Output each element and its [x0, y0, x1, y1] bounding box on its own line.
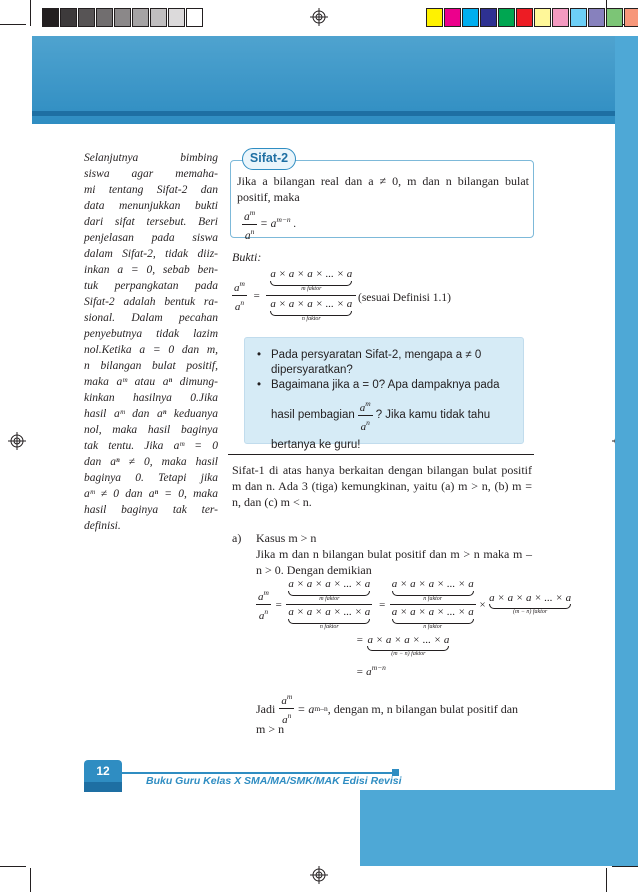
sidebar-line: mi tentang Sifat-2 dan [84, 184, 218, 196]
sidebar-line: penjelasan pada siswa [84, 232, 218, 244]
sidebar-line: penyebutnya tidak lazim [84, 328, 218, 340]
bottom-color-band [360, 790, 638, 866]
registration-mark-icon [310, 8, 328, 26]
sidebar-line: Sifat-2 adalah bentuk ra- [84, 296, 218, 308]
color-swatch [132, 8, 149, 27]
product-terms: a × a × a × ... × a [270, 298, 353, 310]
case-a-step: = a × a × a × ... × a (m − n) faktor [356, 634, 450, 657]
header-banner-stripe [32, 111, 638, 116]
color-swatch [552, 8, 569, 27]
cmyk-color-bar [426, 8, 638, 27]
question-text: ? Jika kamu tidak tahu [375, 409, 491, 421]
crop-mark [0, 866, 26, 867]
color-swatch [96, 8, 113, 27]
case-a-title: Kasus m > n [256, 531, 317, 545]
n-faktor-label: n faktor [319, 624, 339, 630]
sidebar-line: hasil aᵐ dan aⁿ keduanya [84, 408, 218, 420]
registration-mark-icon [310, 866, 328, 884]
m-factor-product [270, 268, 352, 293]
paragraph-sifat-1: Sifat-1 di atas hanya berkaitan dengan bilangan bulat positif m dan n. Ada 3 (tiga) kemungkinan, yaitu (a) m > n, (b) m = n, dan (c) m < n. [232, 463, 532, 509]
formula-denominator: a [244, 230, 251, 242]
case-a-derivation: $\frac{a^m}{a^n}$ = a × a × a × ... × a m faktor a × a × a × ... × a n faktor = a × a × a × ... × a n faktor a × a × a × ... × a n faktor × a × a × a × ... × a (m − n) faktor [258, 578, 572, 630]
sidebar-line: Selanjutnya bimbing [84, 152, 218, 164]
question-item [257, 348, 519, 378]
color-swatch [444, 8, 461, 27]
color-swatch [516, 8, 533, 27]
question-text: bertanya ke guru! [271, 439, 361, 451]
n-faktor-label: n faktor [301, 316, 321, 322]
formula-end: . [293, 218, 297, 231]
sidebar-line: inkan a = 0, sebab ben- [84, 264, 218, 276]
registration-mark-icon [8, 432, 26, 450]
question-text: Bagaimana jika a = 0? Apa dampaknya pada [271, 379, 500, 391]
case-a-conclusion-line2: m > n [256, 722, 285, 736]
sidebar-line: definisi. [84, 520, 121, 532]
sidebar-line: kinkan hasilnya 0.Jika [84, 392, 218, 404]
bullet-icon: • [257, 379, 262, 391]
page-number: 12 [84, 760, 122, 782]
question-text: dipersyaratkan? [271, 364, 353, 376]
sidebar-line: n bilangan bulat positif, [84, 360, 218, 372]
crop-mark [606, 868, 607, 892]
formula-denominator-exp: n [250, 227, 255, 236]
sidebar-line: tak tentu. Jika aᵐ = 0 [84, 440, 218, 452]
question-item: • Bagaimana jika a = 0? Apa dampaknya pada hasil pembagian $\frac{a^m}{a^n}$ ? Jika kamu tidak tahu bertanya ke guru! [257, 378, 519, 453]
sidebar-line: dalam Sifat-2, tidak diiz- [84, 248, 218, 260]
sifat-2-formula [242, 206, 296, 243]
product-terms: a × a × a × ... × a [288, 578, 371, 590]
sidebar-line: maka aᵐ atau aⁿ dimung- [84, 376, 218, 388]
color-swatch [168, 8, 185, 27]
crop-mark [612, 866, 638, 867]
sidebar-line: nol, maka hasil baginya [84, 424, 218, 436]
sidebar-line: aᵐ ≠ 0 dan aⁿ = 0, maka [84, 488, 218, 500]
formula-numerator: a [244, 211, 250, 223]
color-swatch [480, 8, 497, 27]
formula-rhs-exp: m−n [276, 215, 291, 225]
bullet-icon: • [257, 349, 262, 361]
bukti-formula: $\frac{a^m}{a^n}$ = a × a × a × ... × a m faktor a × a × a × ... × a n faktor [232, 268, 356, 323]
color-swatch [186, 8, 203, 27]
n-factor-product [270, 298, 352, 323]
teacher-note-sidebar [84, 150, 218, 534]
color-swatch [462, 8, 479, 27]
page-number-tab [84, 782, 122, 792]
question-box [244, 337, 524, 451]
color-swatch [606, 8, 623, 27]
sidebar-line: dan aⁿ ≠ 0, maka hasil [84, 456, 218, 468]
color-swatch [426, 8, 443, 27]
crop-mark [30, 0, 31, 26]
formula-rhs: = a [260, 218, 277, 231]
color-swatch [78, 8, 95, 27]
definition-reference: (sesuai Definisi 1.1) [358, 292, 451, 304]
color-swatch [42, 8, 59, 27]
sidebar-line: baginya 0. Tetapi jika [84, 472, 218, 484]
color-swatch [60, 8, 77, 27]
case-a-label: a) [232, 531, 242, 545]
m-faktor-label: m faktor [301, 286, 322, 292]
sidebar-line: sional. Dalam pecahan [84, 312, 218, 324]
book-title: Buku Guru Kelas X SMA/MA/SMK/MAK Edisi Revisi [146, 775, 402, 787]
question-text: hasil pembagian [271, 409, 355, 421]
question-text: Pada persyaratan Sifat-2, mengapa a ≠ 0 [271, 349, 482, 361]
formula-numerator-exp: m [249, 208, 256, 217]
sifat-2-statement: Jika a bilangan real dan a ≠ 0, m dan n bilangan bulat positif, maka [237, 174, 529, 204]
sidebar-line: tuk perpangkatan pada [84, 280, 218, 292]
m-minus-n-faktor-label: (m − n) faktor [513, 608, 548, 615]
crop-mark [30, 868, 31, 892]
case-a-conclusion: Jadi $\frac{a^m}{a^n}$ = a m–n , dengan m, n bilangan bulat positif dan [256, 692, 519, 726]
n-faktor-label: n faktor [423, 596, 443, 602]
grayscale-color-bar [42, 8, 204, 27]
product-terms: a × a × a × ... × a [489, 591, 572, 604]
color-swatch [498, 8, 515, 27]
sidebar-line: data menunjukkan bukti [84, 200, 218, 212]
color-swatch [624, 8, 638, 27]
crop-mark [606, 0, 607, 26]
color-swatch [570, 8, 587, 27]
m-minus-n-faktor-label: (m − n) faktor [391, 651, 426, 657]
product-terms: a × a × a × ... × a [270, 268, 353, 280]
n-faktor-label: n faktor [423, 624, 443, 630]
m-faktor-label: m faktor [319, 596, 340, 602]
crop-mark [612, 24, 638, 25]
crop-mark [0, 24, 26, 25]
jadi-word: Jadi [256, 701, 276, 716]
header-banner [32, 36, 638, 124]
product-terms: a × a × a × ... × a [391, 578, 474, 590]
sidebar-line: dari sifat tersebut. Beri [84, 216, 218, 228]
sifat-2-tag: Sifat-2 [242, 148, 296, 170]
sidebar-line: hasil baginya tak ter- [84, 504, 218, 516]
section-divider [228, 454, 534, 455]
color-swatch [114, 8, 131, 27]
color-swatch [150, 8, 167, 27]
case-a-result: = $a^{m-n}$ [356, 663, 386, 678]
formula-fraction [242, 206, 257, 243]
color-swatch [534, 8, 551, 27]
conclusion-text: , dengan m, n bilangan bulat positif dan [327, 701, 519, 716]
sidebar-line: siswa agar memaha- [84, 168, 218, 180]
bukti-label: Bukti: [232, 250, 262, 264]
product-terms: a × a × a × ... × a [288, 606, 371, 618]
sidebar-line: nol.Ketika a = 0 dan m, [84, 344, 218, 356]
color-swatch [588, 8, 605, 27]
right-color-band [615, 36, 638, 866]
product-terms: a × a × a × ... × a [367, 634, 450, 646]
case-a-body: Jika m dan n bilangan bulat positif dan m > n maka m – n > 0. Dengan demikian [256, 547, 532, 577]
product-terms: a × a × a × ... × a [391, 606, 474, 618]
footer-line [122, 772, 394, 774]
